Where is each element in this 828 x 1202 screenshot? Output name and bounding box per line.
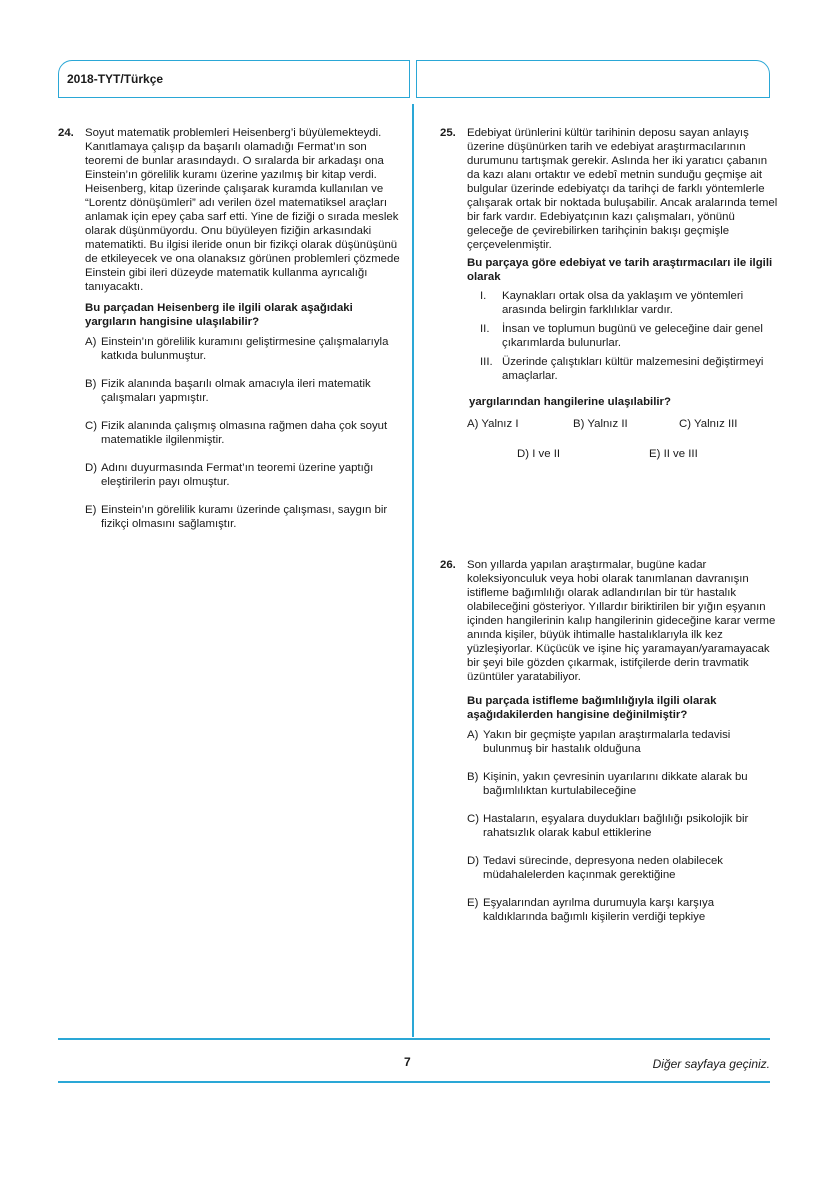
option-b[interactable] [85, 377, 401, 405]
answer-options [467, 728, 780, 924]
option-e[interactable] [467, 896, 780, 924]
option-letter: B) [467, 771, 479, 783]
footer-top-rule [58, 1038, 770, 1040]
option-d[interactable] [467, 854, 780, 882]
option-letter: D) [467, 855, 480, 867]
question-24 [58, 126, 401, 531]
option-text: Einstein’ın görelilik kuramı üzerinde çalışması, saygın bir fizikçi olmasını sağlamıştır. [101, 504, 388, 530]
option-a[interactable] [467, 417, 573, 431]
option-letter: D) [85, 462, 98, 474]
option-letter: D) [517, 448, 530, 460]
statement-text: Üzerinde çalıştıkları kültür malzemesini değiştirmeyi amaçlarlar. [502, 356, 764, 382]
question-stem: Bu parçaya göre edebiyat ve tarih araştırmacıları ile ilgili olarak [467, 257, 773, 283]
statement-3 [467, 355, 780, 383]
statement-2 [467, 322, 780, 350]
next-page-note: Diğer sayfaya geçiniz. [652, 1057, 770, 1071]
option-text: I ve II [532, 448, 561, 460]
option-letter: A) [467, 729, 479, 741]
option-a[interactable] [467, 728, 780, 756]
column-divider [412, 104, 414, 1037]
answer-options [85, 335, 401, 531]
question-number: 25. [440, 127, 456, 139]
option-text: Einstein’ın görelilik kuramını geliştirmesine çalışmalarıyla katkıda bulunmuştur. [101, 336, 389, 362]
option-text: Yalnız III [694, 418, 738, 430]
option-c[interactable] [679, 417, 737, 431]
option-text: Yalnız I [481, 418, 519, 430]
question-25 [440, 126, 780, 461]
option-d[interactable] [517, 447, 649, 461]
statement-numeral: I. [480, 290, 487, 302]
option-d[interactable] [85, 461, 401, 489]
question-26 [440, 558, 780, 924]
statement-numeral: II. [480, 323, 490, 335]
option-text: Fizik alanında başarılı olmak amacıyla ileri matematik çalışmaları yapmıştır. [101, 378, 371, 404]
option-text: Adını duyurmasında Fermat’ın teoremi üzerine yaptığı eleştirilerin payı olmuştur. [101, 462, 374, 488]
statement-text: Kaynakları ortak olsa da yaklaşım ve yöntemleri arasında belirgin farklılıklar vardır. [502, 290, 744, 316]
statement-numeral: III. [480, 356, 493, 368]
option-text: Fizik alanında çalışmış olmasına rağmen daha çok soyut matematikle ilgilenmiştir. [101, 420, 388, 446]
question-passage: Son yıllarda yapılan araştırmalar, bugüne kadar koleksiyonculuk veya hobi olarak tanımlanan davranışın istifleme bağımlılığı olarak adlandırılan bir tür hastalık olabileceğini gösteriyor. Yıllardır biriktirilen bir yığın eşyanın içinden hangilerinin kalıp hangilerinin gideceğine karar verme anında kişiler, büyük ihtimalle hastalıklarıyla ilk kez yüzleşiyorlar. Küçücük ve işine hiç yaramayan/yaramayacak bir şeyi bile gözden çıkarmak, istifçilerde derin travmatik üzüntüler yaratabiliyor. [467, 559, 776, 683]
header-right-box [416, 60, 770, 98]
option-text: Hastaların, eşyalara duydukları bağlılığı psikolojik bir rahatsızlık olarak kabul ettiklerine [483, 813, 749, 839]
option-text: Tedavi sürecinde, depresyona neden olabilecek müdahalelerden kaçınmak gerektiğine [483, 855, 723, 881]
header-left-box [58, 60, 410, 98]
option-b[interactable] [467, 770, 780, 798]
option-e[interactable] [85, 503, 401, 531]
statement-list [467, 289, 780, 383]
option-text: Yakın bir geçmişte yapılan araştırmalarla tedavisi bulunmuş bir hastalık olduğuna [483, 729, 731, 755]
question-number: 24. [58, 127, 74, 139]
option-text: Kişinin, yakın çevresinin uyarılarını dikkate alarak bu bağımlılıktan kurtulabileceğine [483, 771, 748, 797]
statement-1 [467, 289, 780, 317]
option-letter: B) [85, 378, 97, 390]
option-b[interactable] [573, 417, 679, 431]
page-number: 7 [404, 1055, 411, 1069]
question-passage: Soyut matematik problemleri Heisenberg’i büyülemekteydi. Kanıtlamaya çalışıp da başarılı olamadığı Fermat’ın son teoremi de bunlar arasındaydı. O sıralarda bir arkadaşı ona Einstein’ın görelilik kuramı üzerine yazılmış bir kitap verdi. Heisenberg, kitap üzerinde çalışarak kuramda kullanılan ve “Lorentz dönüşümleri” adı verilen özel matematiksel araçları anlamak için epey çaba sarf etti. Yine de fiziği o sırada meslek olarak düşünmüyordu. Onu büyüleyen fiziğin arkasındaki matematikti. Bu ilgisi ileride onun bir fizikçi olarak düşünüşünü de etkileyecek ve ona olanaksız görünen problemleri çözmede Einstein gibi ileri düzeyde matematik kullanma ayrıcalığı tanıyacaktı. [85, 127, 400, 293]
option-letter: C) [467, 813, 480, 825]
footer-bottom-rule [58, 1081, 770, 1083]
option-letter: B) [573, 418, 585, 430]
option-letter: E) [649, 448, 661, 460]
option-letter: E) [85, 504, 97, 516]
question-passage: Edebiyat ürünlerini kültür tarihinin deposu sayan anlayış üzerine düşünürken tarih ve edebiyat araştırmacılarının durumunu tartışmak gerekir. Aslında her iki yaratıcı çabanın da kazı alanı ortaktır ve edebî metnin sunduğu geçmişe ait bulgular üzerinde edebiyatçı da tarihçi de farklı yöntemlerle çalışarak ortak bir noktada buluşabilir. Ancak aralarında temel bir fark vardır. Edebiyatçının kazı çalışmaları, yönünü geleceğe de çevirebilirken tarihçinin bakışı geçmişle çerçevelenmiştir. [467, 127, 778, 251]
option-letter: A) [85, 336, 97, 348]
statement-text: İnsan ve toplumun bugünü ve geleceğine dair genel çıkarımlarda bulunurlar. [502, 323, 763, 349]
option-letter: A) [467, 418, 479, 430]
question-stem: Bu parçada istifleme bağımlılığıyla ilgili olarak aşağıdakilerden hangisine değinilmiştir? [467, 695, 717, 721]
option-c[interactable] [85, 419, 401, 447]
answer-options-row-2 [467, 447, 780, 461]
option-text: Eşyalarından ayrılma durumuyla karşı karşıya kaldıklarında bağımlı kişilerin verdiği tepkiye [483, 897, 715, 923]
header-title: 2018-TYT/Türkçe [67, 72, 164, 86]
option-text: II ve III [663, 448, 698, 460]
option-a[interactable] [85, 335, 401, 363]
option-c[interactable] [467, 812, 780, 840]
option-letter: E) [467, 897, 479, 909]
option-letter: C) [85, 420, 98, 432]
option-e[interactable] [649, 447, 698, 461]
option-text: Yalnız II [587, 418, 628, 430]
question-number: 26. [440, 559, 456, 571]
question-stem-continuation: yargılarından hangilerine ulaşılabilir? [469, 396, 671, 408]
answer-options-row-1 [467, 417, 780, 431]
question-stem: Bu parçadan Heisenberg ile ilgili olarak aşağıdaki yargıların hangisine ulaşılabilir? [85, 302, 353, 328]
option-letter: C) [679, 418, 692, 430]
